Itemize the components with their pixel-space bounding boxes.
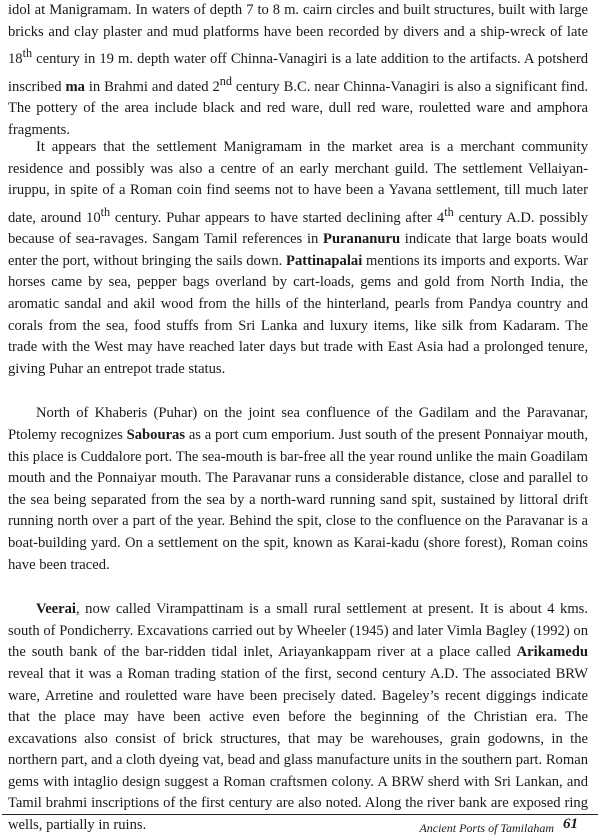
bold-term-sabouras: Sabouras (126, 426, 186, 443)
paragraph-puhar-settlement (8, 137, 588, 380)
superscript: nd (219, 73, 232, 88)
text-run: reveal that it was a Roman trading station of the first, second century A.D. The associated BRW ware, Arretine and rouletted ware have been precisely dated. Bageley’s recent diggings indicate that the place may have been active even before the beginning of the Christian era. The excavations also consist of brick structures, that may be warehouses, grain godowns, in the northern part, and a cloth dyeing vat, bead and glass manufacture units in the southern part. Roman gems with intaglio design suggest a Roman craftsmen colony. A BRW sherd with Sri Lankan, and Tamil brahmi inscriptions of the first century are also noted. Along the river bank are exposed ring wells, partially in ruins. (8, 665, 588, 834)
bold-term-ma: ma (65, 78, 85, 95)
bold-term-arikamedu: Arikamedu (516, 644, 588, 661)
text-run: century A.D. possibly because of sea-ravages. Sangam Tamil references in (8, 209, 588, 248)
text-run: in Brahmi and dated 2 (84, 78, 220, 95)
superscript: th (444, 204, 454, 219)
paragraph-manigramam-finds (8, 0, 589, 138)
body-text (8, 0, 588, 837)
text-run: century. Puhar appears to have started declining after 4 (110, 209, 445, 226)
bold-term-pattinapalai: Pattinapalai (286, 252, 363, 269)
text-run: , now called Virampattinam is a small rural settlement at present. It is about 4 kms. south of Pondicherry. Excavations carried out by Wheeler (1945) and later Vimla Bagley (1992) on the south bank of the bar-ridden tidal inlet, Ariayankappam river at a place called (8, 601, 588, 661)
text-run: century B.C. near Chinna-Vanagiri is also a significant find. The pottery of the area include black and red ware, dull red ware, rouletted ware and amphora fragments. (8, 78, 589, 138)
superscript: th (22, 46, 33, 61)
text-run: century in 19 m. depth water off Chinna-Vanagiri is a late addition to the artifacts. A potsherd inscribed (8, 51, 588, 95)
running-title: Ancient Ports of Tamilaham (419, 821, 554, 835)
text-run: North of Khaberis (Puhar) on the joint sea confluence of the Gadilam and the Paravanar, Ptolemy recognizes (8, 405, 588, 443)
bold-term-veerai: Veerai (36, 601, 76, 618)
bold-term-purananuru: Purananuru (323, 231, 401, 248)
text-run: idol at Manigramam. In waters of depth 7 to 8 m. cairn circles and built structures, built with large bricks and clay plaster and mud platforms have been recorded by divers and a ship-wreck of late 18 (8, 2, 588, 68)
text-run: as a port cum emporium. Just south of the present Ponnaiyar mouth, this place is Cuddalore port. The sea-mouth is bar-free all the year round unlike the main Goadilam mouth and the Ponnaiyar mouth. The Paravanar runs a considerable distance, close and parallel to the sea being separated from the sea by a north-ward running sand spit, sustained by littoral drift running north over a part of the year. Behind the spit, close to the confluence on the Paravanar is a boat-building yard. On a settlement on the spit, known as Karai-kadu (shore forest), Roman coins have been traced. (8, 426, 588, 573)
paragraph-sabouras (8, 403, 588, 576)
text-run: It appears that the settlement Manigramam in the market area is a merchant community residence and possibly was also a centre of an early merchant guild. The settlement Vellaiyan-iruppu, in spite of a Roman coin find seems not to have been a Yavana settlement, till much later date, around 10 (8, 139, 588, 226)
superscript: th (100, 204, 111, 219)
footer-divider (2, 814, 598, 815)
page-number: 61 (563, 816, 578, 832)
page-footer (0, 790, 600, 839)
text-run: mentions its imports and exports. War horses came by sea, pepper bags overland by cart-loads, gems and gold from North India, the aromatic sandal and akil wood from the hills of the hinterland, pearls from Pandya country and corals from the sea, food stuffs from Sri Lanka and luxury items, like silk from Kadaram. The trade with the West may have reached later days but trade with East Asia had a prolonged tenure, giving Puhar an entrepot trade status. (8, 252, 588, 377)
text-run: indicate that large boats would enter the port, without bringing the sails down. (8, 231, 588, 269)
